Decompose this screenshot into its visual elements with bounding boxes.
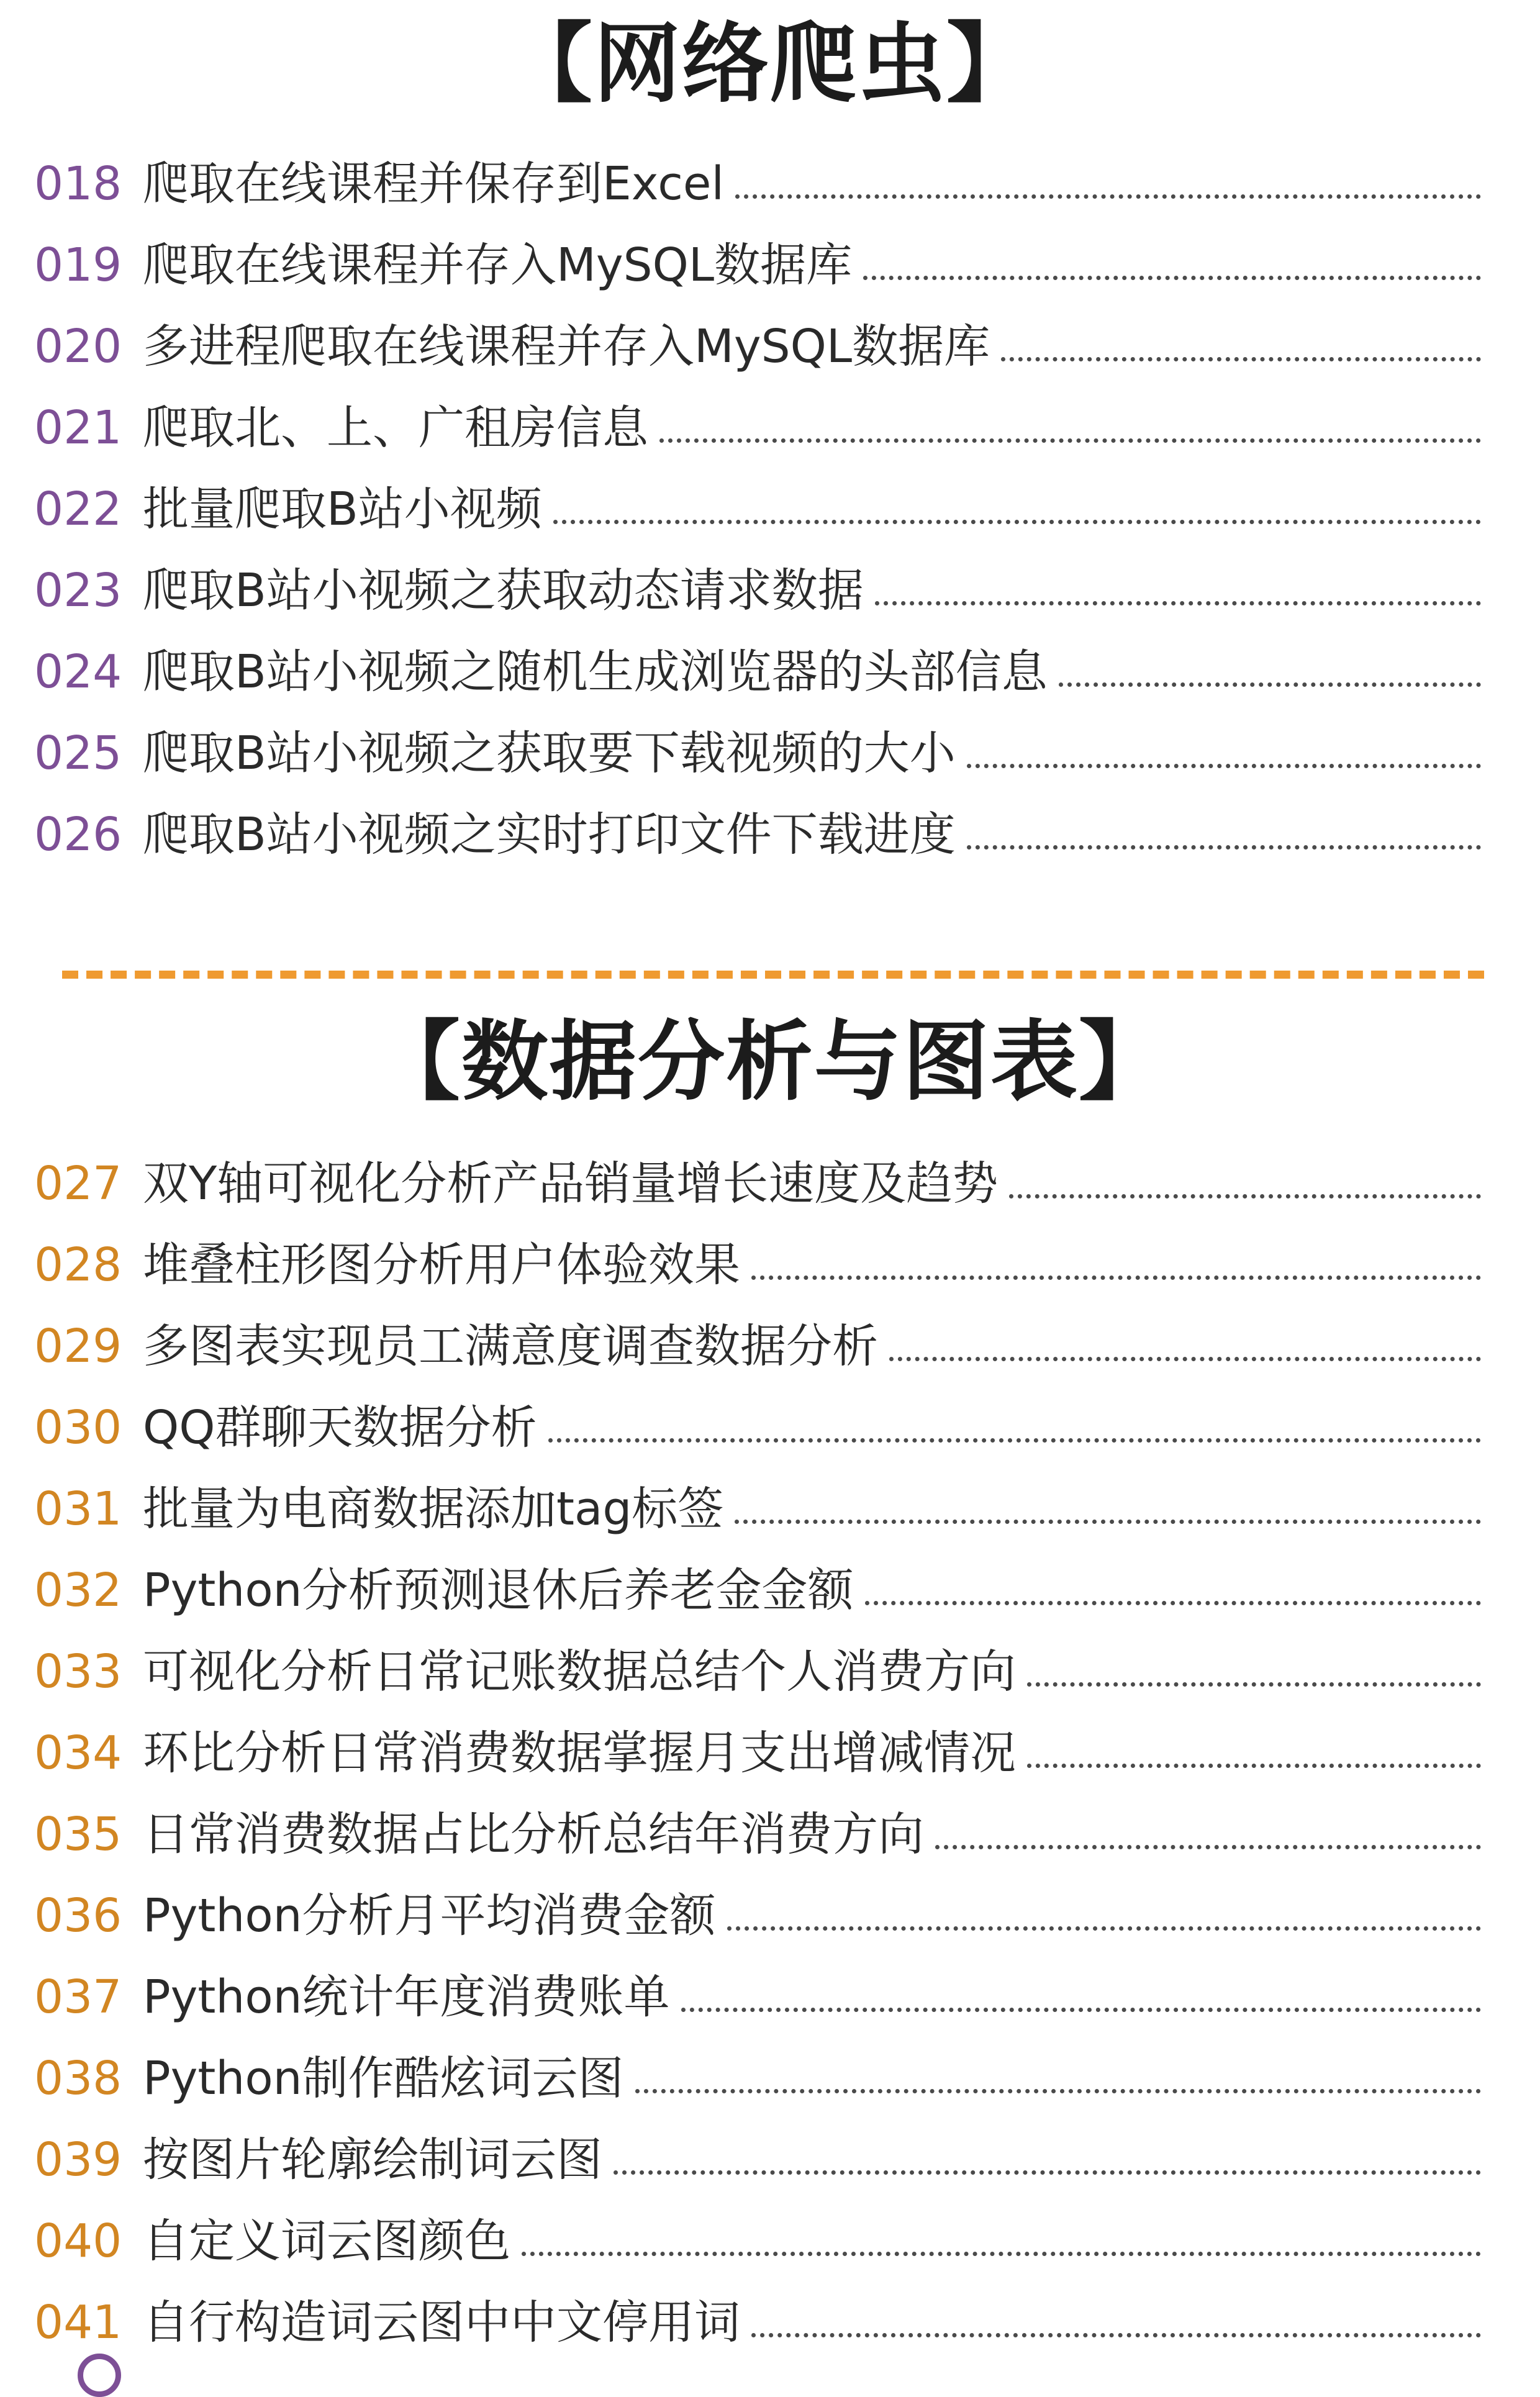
toc-item xyxy=(34,2028,1481,2109)
dot-leader xyxy=(548,1438,1482,1443)
toc-item-number: 032 xyxy=(34,1564,122,1617)
dot-leader xyxy=(875,601,1481,605)
toc-item-number: 035 xyxy=(34,1808,122,1861)
toc-item-number: 036 xyxy=(34,1889,122,1942)
toc-item xyxy=(34,215,1481,296)
toc-item-title: 爬取北、上、广租房信息 xyxy=(143,401,648,455)
dot-leader xyxy=(889,1357,1481,1361)
dot-leader xyxy=(863,276,1481,280)
dot-leader xyxy=(935,1845,1481,1849)
toc-item-number: 027 xyxy=(34,1157,122,1210)
toc-item-number: 031 xyxy=(34,1482,122,1536)
partial-glyph-icon xyxy=(78,2354,121,2397)
toc-item-title: 批量爬取B站小视频 xyxy=(143,483,542,536)
toc-item xyxy=(34,1540,1481,1621)
toc-item-title: 双Y轴可视化分析产品销量增长速度及趋势 xyxy=(143,1157,999,1210)
toc-item-title: Python制作酷炫词云图 xyxy=(143,2052,624,2105)
toc-item xyxy=(34,1947,1481,2028)
toc-item-title: 可视化分析日常记账数据总结个人消费方向 xyxy=(143,1645,1016,1698)
toc-item-number: 025 xyxy=(34,727,122,780)
toc-item xyxy=(34,296,1481,378)
toc-item xyxy=(34,1377,1481,1459)
toc-item-number: 019 xyxy=(34,238,122,292)
dot-leader xyxy=(751,2333,1481,2337)
toc-item-title: 爬取B站小视频之获取动态请求数据 xyxy=(143,564,864,617)
toc-item-number: 024 xyxy=(34,645,122,699)
dot-leader xyxy=(553,520,1481,524)
toc-list-web-crawler xyxy=(34,134,1481,866)
toc-item-number: 041 xyxy=(34,2296,122,2349)
toc-item-number: 023 xyxy=(34,564,122,617)
toc-item-title: 爬取在线课程并存入MySQL数据库 xyxy=(143,238,853,292)
toc-item-number: 034 xyxy=(34,1726,122,1780)
dot-leader xyxy=(635,2089,1481,2093)
dot-leader xyxy=(1001,357,1481,361)
toc-item xyxy=(34,784,1481,866)
dot-leader xyxy=(751,1276,1481,1280)
dot-leader xyxy=(967,845,1481,850)
dot-leader xyxy=(1059,682,1481,687)
toc-item-number: 028 xyxy=(34,1238,122,1292)
toc-item xyxy=(34,2109,1481,2191)
toc-item-title: 日常消费数据占比分析总结年消费方向 xyxy=(143,1808,924,1861)
toc-item-title: Python分析预测退休后养老金金额 xyxy=(143,1564,854,1617)
toc-item-title: Python统计年度消费账单 xyxy=(143,1970,670,2024)
toc-item xyxy=(34,378,1481,459)
toc-item xyxy=(34,1865,1481,1947)
dot-leader xyxy=(1027,1764,1481,1768)
toc-item xyxy=(34,1621,1481,1703)
toc-item-number: 018 xyxy=(34,157,122,211)
toc-item-title: 批量为电商数据添加tag标签 xyxy=(143,1482,724,1536)
toc-item-number: 033 xyxy=(34,1645,122,1698)
toc-item xyxy=(34,2272,1481,2354)
dot-leader xyxy=(865,1601,1481,1605)
toc-item-number: 021 xyxy=(34,401,122,455)
dot-leader xyxy=(1027,1682,1481,1687)
toc-item-title: 爬取B站小视频之实时打印文件下载进度 xyxy=(143,808,956,861)
dot-leader xyxy=(614,2170,1481,2175)
toc-item-title: 堆叠柱形图分析用户体验效果 xyxy=(143,1238,740,1292)
toc-item-title: Python分析月平均消费金额 xyxy=(143,1889,716,1942)
toc-item-title: 多进程爬取在线课程并存入MySQL数据库 xyxy=(143,320,990,373)
toc-item xyxy=(34,459,1481,540)
toc-item xyxy=(34,622,1481,703)
toc-item-title: 自行构造词云图中中文停用词 xyxy=(143,2296,740,2349)
dot-leader xyxy=(1009,1194,1481,1198)
toc-item-number: 029 xyxy=(34,1320,122,1373)
dot-leader xyxy=(727,1926,1481,1931)
dot-leader xyxy=(522,2252,1481,2256)
toc-item xyxy=(34,1296,1481,1377)
toc-item-number: 040 xyxy=(34,2214,122,2268)
toc-item-number: 038 xyxy=(34,2052,122,2105)
dot-leader xyxy=(735,1520,1481,1524)
toc-item xyxy=(34,2191,1481,2272)
toc-item xyxy=(34,1459,1481,1540)
toc-item-title: 爬取在线课程并保存到Excel xyxy=(143,157,725,211)
toc-item-title: 多图表实现员工满意度调查数据分析 xyxy=(143,1320,878,1373)
toc-item-title: QQ群聊天数据分析 xyxy=(143,1401,537,1454)
toc-item xyxy=(34,134,1481,215)
section-divider xyxy=(62,971,1484,979)
toc-item-title: 爬取B站小视频之获取要下载视频的大小 xyxy=(143,727,956,780)
toc-item-title: 爬取B站小视频之随机生成浏览器的头部信息 xyxy=(143,645,1048,699)
toc-item xyxy=(34,1703,1481,1784)
toc-item-number: 037 xyxy=(34,1970,122,2024)
toc-item-number: 020 xyxy=(34,320,122,373)
toc-item xyxy=(34,540,1481,622)
toc-item-number: 030 xyxy=(34,1401,122,1454)
dot-leader xyxy=(967,764,1481,768)
dot-leader xyxy=(735,194,1481,199)
toc-item-title: 自定义词云图颜色 xyxy=(143,2214,510,2268)
toc-item xyxy=(34,1133,1481,1215)
dot-leader xyxy=(681,2008,1481,2012)
section-title-data-analysis: 【数据分析与图表】 xyxy=(373,1011,1167,1113)
toc-list-data-analysis xyxy=(34,1133,1481,2354)
toc-item-number: 022 xyxy=(34,483,122,536)
toc-item xyxy=(34,1784,1481,1865)
dot-leader xyxy=(659,438,1481,443)
toc-item-number: 026 xyxy=(34,808,122,861)
toc-item xyxy=(34,1215,1481,1296)
toc-item-title: 环比分析日常消费数据掌握月支出增减情况 xyxy=(143,1726,1016,1780)
toc-item xyxy=(34,703,1481,784)
toc-item-title: 按图片轮廓绘制词云图 xyxy=(143,2133,602,2186)
section-title-web-crawler: 【网络爬虫】 xyxy=(505,13,1035,115)
toc-item-number: 039 xyxy=(34,2133,122,2186)
